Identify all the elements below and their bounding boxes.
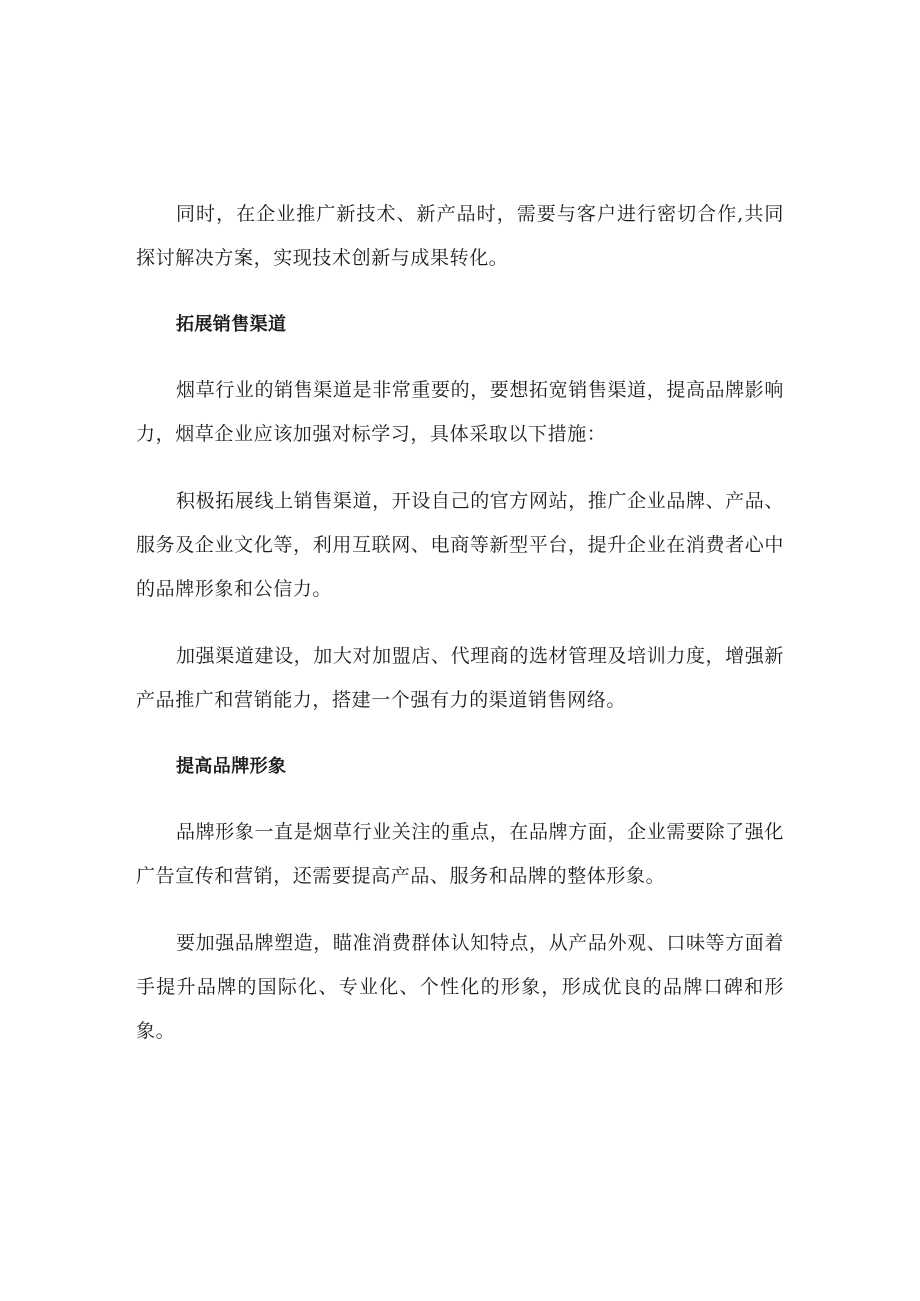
paragraph-brand-building: 要加强品牌塑造，瞄准消费群体认知特点，从产品外观、口味等方面着手提升品牌的国际化、专业化、个性化的形象，形成优良的品牌口碑和形象。 [136,932,784,1042]
paragraph-channel-construction: 加强渠道建设，加大对加盟店、代理商的选材管理及培训力度，增强新产品推广和营销能力，搭建一个强有力的渠道销售网络。 [136,645,784,711]
paragraph-cooperation: 同时，在企业推广新技术、新产品时，需要与客户进行密切合作,共同探讨解决方案，实现技术创新与成果转化。 [136,203,784,269]
paragraph-online-channels: 积极拓展线上销售渠道，开设自己的官方网站，推广企业品牌、产品、服务及企业文化等，利用互联网、电商等新型平台，提升企业在消费者心中的品牌形象和公信力。 [136,490,784,600]
section-heading-sales-channels: 拓展销售渠道 [176,314,287,335]
document-body [136,192,784,1076]
paragraph-brand-image-intro: 品牌形象一直是烟草行业关注的重点，在品牌方面，企业需要除了强化广告宣传和营销，还需要提高产品、服务和品牌的整体形象。 [136,821,784,887]
paragraph-sales-channels-intro: 烟草行业的销售渠道是非常重要的，要想拓宽销售渠道，提高品牌影响力，烟草企业应该加强对标学习，具体采取以下措施： [136,379,784,445]
section-heading-brand-image: 提高品牌形象 [176,756,287,777]
